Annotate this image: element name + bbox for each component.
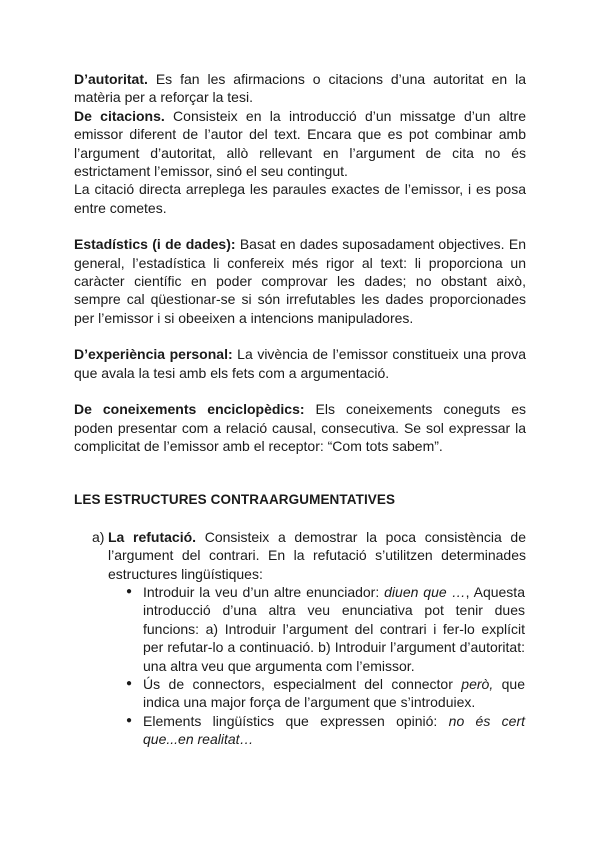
paragraph-citacions xyxy=(74,107,526,181)
bullet-text: Elements lingüístics que expressen opinió: xyxy=(143,712,449,729)
list-item xyxy=(126,712,526,749)
bullet-icon: ● xyxy=(126,714,133,726)
text-refutacio: Consisteix a demostrar la poca consistència de l’argument del contrari. En la refutació s’utilitzen determinades estructures lingüístiques: xyxy=(108,528,526,582)
text-estadistics: Basat en dades suposadament objectives. En general, l’estadística li confereix més rigor al text: li proporciona un caràcter científic en poder comprovar les dades; no obstant això, sempre cal qüestionar-se si són irrefutables les dades proporcionades per l’emissor i si obeeixen a intencions manipuladores. xyxy=(74,236,526,326)
paragraph-estadistics xyxy=(74,235,526,327)
term-coneixements: De coneixements enciclopèdics: xyxy=(74,401,305,418)
section-heading: LES ESTRUCTURES CONTRAARGUMENTATIVES xyxy=(74,492,396,508)
bullet-text: Introduir la veu d’un altre enunciador: xyxy=(143,583,385,600)
bullet-emphasis: diuen que … xyxy=(384,583,466,600)
bullet-text: , Aquesta introducció d’una altra veu enunciativa pot tenir dues funcions: a) Introduir l’argument del contrari i fer-lo explícit per refutar-lo a continuació. b) Introduir l’argument d’autoritat: una altra veu que argumenta com l’emissor. xyxy=(143,583,525,674)
bullet-icon: ● xyxy=(126,585,133,597)
list-item-refutacio xyxy=(92,528,526,749)
bullet-emphasis: però, xyxy=(461,675,494,692)
text-coneixements: Els coneixements coneguts es poden presentar com a relació causal, consecutiva. Se sol expressar la complicitat de l’emissor amb el receptor: “Com tots sabem”. xyxy=(74,401,526,454)
paragraph-refutacio xyxy=(108,528,526,583)
text-autoritat: Es fan les afirmacions o citacions d’una autoritat en la matèria per a reforçar la tesi. xyxy=(74,71,526,106)
bullet-emphasis: no és cert que...en realitat… xyxy=(143,712,525,748)
bullet-icon: ● xyxy=(126,677,133,689)
term-refutacio: La refutació. xyxy=(108,528,197,545)
bullet-text: Ús de connectors, especialment del connector xyxy=(143,675,462,692)
paragraph-coneixements xyxy=(74,400,526,455)
list-item xyxy=(126,675,526,712)
document-page xyxy=(74,70,526,749)
list-marker: a) xyxy=(92,528,105,545)
text-experiencia: La vivència de l’emissor constitueix una prova que avala la tesi amb els fets com a argumentació. xyxy=(74,346,527,381)
term-citacions: De citacions. xyxy=(74,107,165,124)
term-estadistics: Estadístics (i de dades): xyxy=(74,236,236,253)
bullet-list xyxy=(108,583,526,749)
paragraph-citacio-directa: La citació directa arreplega les paraules exactes de l’emissor, i es posa entre cometes. xyxy=(74,181,526,216)
term-autoritat: D’autoritat. xyxy=(74,71,148,87)
bullet-text: que indica una major força de l’argument que s’introduiex. xyxy=(143,675,526,711)
term-experiencia: D’experiència personal: xyxy=(74,346,233,363)
paragraph-experiencia xyxy=(74,345,526,382)
list-item xyxy=(126,583,526,675)
text-citacions: Consisteix en la introducció d’un missatge d’un altre emissor diferent de l’autor del text. Encara que es pot combinar amb l’argument d’autoritat, allò rellevant en l’argument de cita no és estrictament l’emissor, sinó el seu contingut. xyxy=(74,107,526,180)
paragraph-autoritat xyxy=(74,70,526,107)
